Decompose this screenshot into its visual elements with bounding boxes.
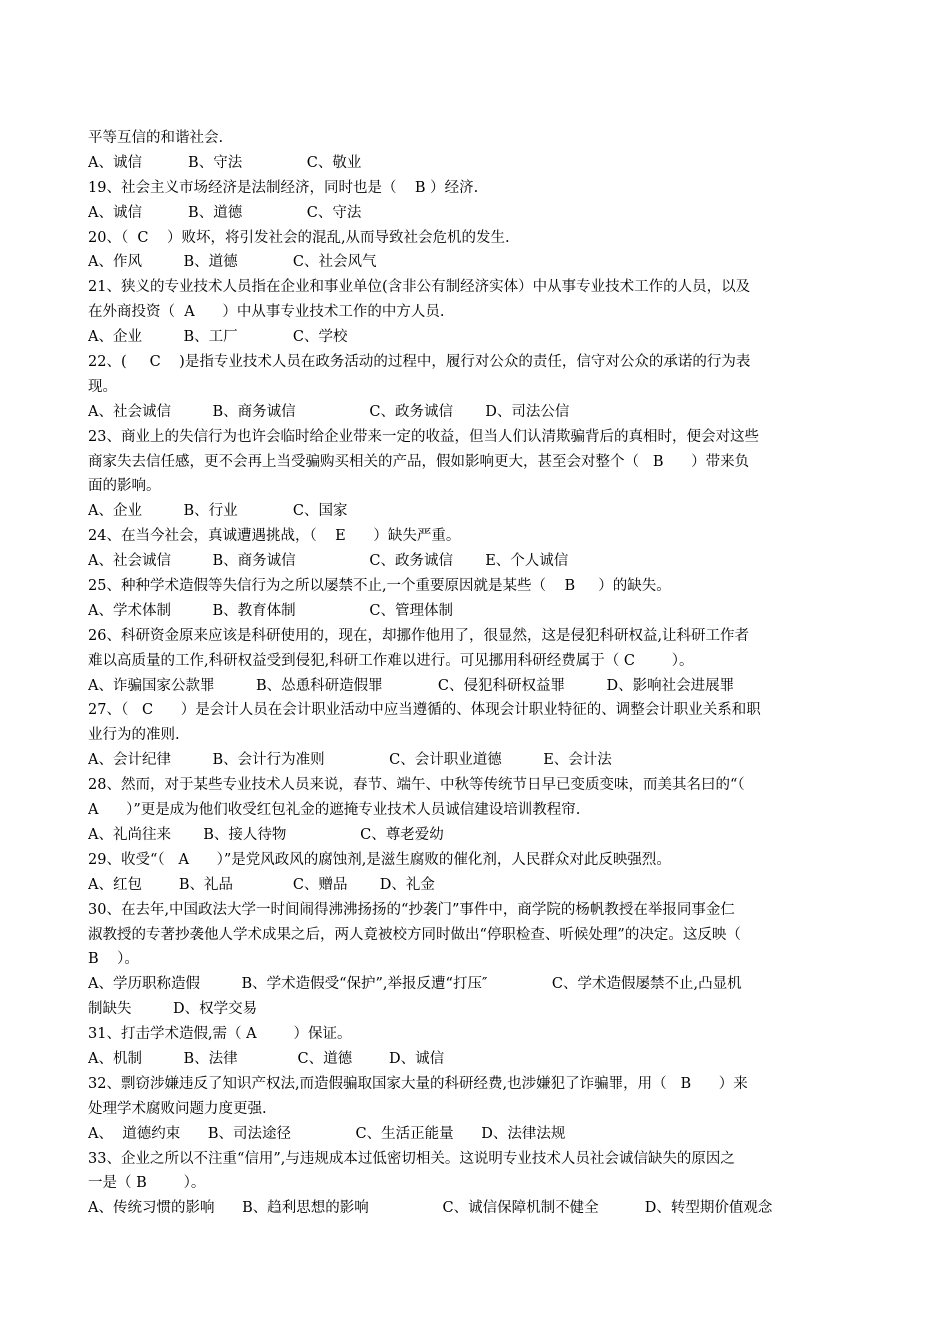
text-line: A、传统习惯的影响 B、趋利思想的影响 C、诚信保障机制不健全 D、转型期价值观念 bbox=[88, 1200, 773, 1217]
text-line: A、机制 B、法律 C、道德 D、诚信 bbox=[88, 1050, 445, 1067]
text-line: 23、商业上的失信行为也许会临时给企业带来一定的收益，但当人们认清欺骗背后的真相时，便会对这些 bbox=[88, 428, 759, 445]
text-line: 处理学术腐败问题力度更强. bbox=[88, 1100, 267, 1117]
text-line: 26、科研资金原来应该是科研使用的，现在，却挪作他用了，很显然，这是侵犯科研权益,让科研工作者 bbox=[88, 627, 750, 644]
text-line: 24、在当今社会，真诚遭遇挑战，（ E ）缺失严重。 bbox=[88, 528, 461, 545]
text-line: 商家失去信任感，更不会再上当受骗购买相关的产品，假如影响更大，甚至会对整个（ B ）带来负 bbox=[88, 453, 750, 470]
text-line: B ）。 bbox=[88, 951, 139, 968]
text-line: 28、然而，对于某些专业技术人员来说，春节、端午、中秋等传统节日早已变质变味，而美其名曰的“（ bbox=[88, 777, 745, 794]
text-line: 29、收受“（ A ）”是党风政风的腐蚀剂,是滋生腐败的催化剂，人民群众对此反映强烈。 bbox=[88, 851, 671, 868]
text-line: 21、狭义的专业技术人员指在企业和事业单位(含非公有制经济实体）中从事专业技术工作的人员，以及 bbox=[88, 279, 751, 296]
text-line: 25、种种学术造假等失信行为之所以屡禁不止,一个重要原因就是某些（ B ）的缺失。 bbox=[88, 578, 671, 595]
document-body bbox=[88, 126, 860, 1221]
text-line: 22、( C )是指专业技术人员在政务活动的过程中，履行对公众的责任，信守对公众的承诺的行为表 bbox=[88, 354, 751, 371]
text-line: 业行为的准则. bbox=[88, 727, 180, 744]
text-line: A、 道德约束 B、司法途径 C、生活正能量 D、法律法规 bbox=[88, 1125, 566, 1142]
text-line: 19、社会主义市场经济是法制经济，同时也是（ B ）经济. bbox=[88, 179, 479, 196]
text-line: 难以高质量的工作,科研权益受到侵犯,科研工作难以进行。可见挪用科研经费属于（ C ）。 bbox=[88, 652, 694, 669]
text-line: 淑教授的专著抄袭他人学术成果之后，两人竟被校方同时做出“停职检查、听候处理”的决定。这反映（ bbox=[88, 926, 741, 943]
text-line: 制缺失 D、权学交易 bbox=[88, 1001, 258, 1018]
text-line: A、礼尚往来 B、接人待物 C、尊老爱幼 bbox=[88, 826, 444, 843]
text-line: A、会计纪律 B、会计行为准则 C、会计职业道德 E、会计法 bbox=[88, 752, 612, 769]
text-line: 27、（ C ）是会计人员在会计职业活动中应当遵循的、体现会计职业特征的、调整会计职业关系和职 bbox=[88, 702, 761, 719]
text-line: 20、（ C ）败坏，将引发社会的混乱,从而导致社会危机的发生. bbox=[88, 229, 510, 246]
text-line: 33、企业之所以不注重“信用”,与违规成本过低密切相关。这说明专业技术人员社会诚信缺失的原因之 bbox=[88, 1150, 735, 1167]
text-line: 在外商投资（ A ）中从事专业技术工作的中方人员. bbox=[88, 304, 445, 321]
text-line: 31、打击学术造假,需（ A ）保证。 bbox=[88, 1026, 352, 1043]
text-line: A、学术体制 B、教育体制 C、管理体制 bbox=[88, 602, 453, 619]
text-line: 平等互信的和谐社会. bbox=[88, 130, 224, 146]
text-line: 30、在去年,中国政法大学一时间闹得沸沸扬扬的“抄袭门”事件中，商学院的杨帆教授在举报同事金仁 bbox=[88, 901, 735, 918]
text-line: A、诚信 B、道德 C、守法 bbox=[88, 204, 362, 221]
text-line: 一是（ B ）。 bbox=[88, 1175, 206, 1192]
text-line: A、社会诚信 B、商务诚信 C、政务诚信 D、司法公信 bbox=[88, 403, 570, 420]
text-line: A、企业 B、行业 C、国家 bbox=[88, 503, 348, 520]
text-line: A、作风 B、道德 C、社会风气 bbox=[88, 254, 377, 271]
text-line: A、红包 B、礼品 C、赠品 D、礼金 bbox=[88, 876, 435, 893]
text-line: A、企业 B、工厂 C、学校 bbox=[88, 329, 348, 346]
text-line: A ）”更是成为他们收受红包礼金的遮掩专业技术人员诚信建设培训教程帘. bbox=[88, 802, 581, 819]
text-line: A、社会诚信 B、商务诚信 C、政务诚信 E、个人诚信 bbox=[88, 553, 569, 570]
text-line: 现。 bbox=[88, 378, 117, 395]
text-line: A、诚信 B、守法 C、敬业 bbox=[88, 154, 362, 171]
text-line: 32、剽窃涉嫌违反了知识产权法,而造假骗取国家大量的科研经费,也涉嫌犯了诈骗罪，用（ B ）来 bbox=[88, 1075, 748, 1092]
text-line: 面的影响。 bbox=[88, 478, 161, 495]
text-line: A、学历职称造假 B、学术造假受“保护”,举报反遭“打压″ C、学术造假屡禁不止,凸显机 bbox=[88, 976, 742, 993]
text-line: A、诈骗国家公款罪 B、怂恿科研造假罪 C、侵犯科研权益罪 D、影响社会进展罪 bbox=[88, 677, 735, 694]
